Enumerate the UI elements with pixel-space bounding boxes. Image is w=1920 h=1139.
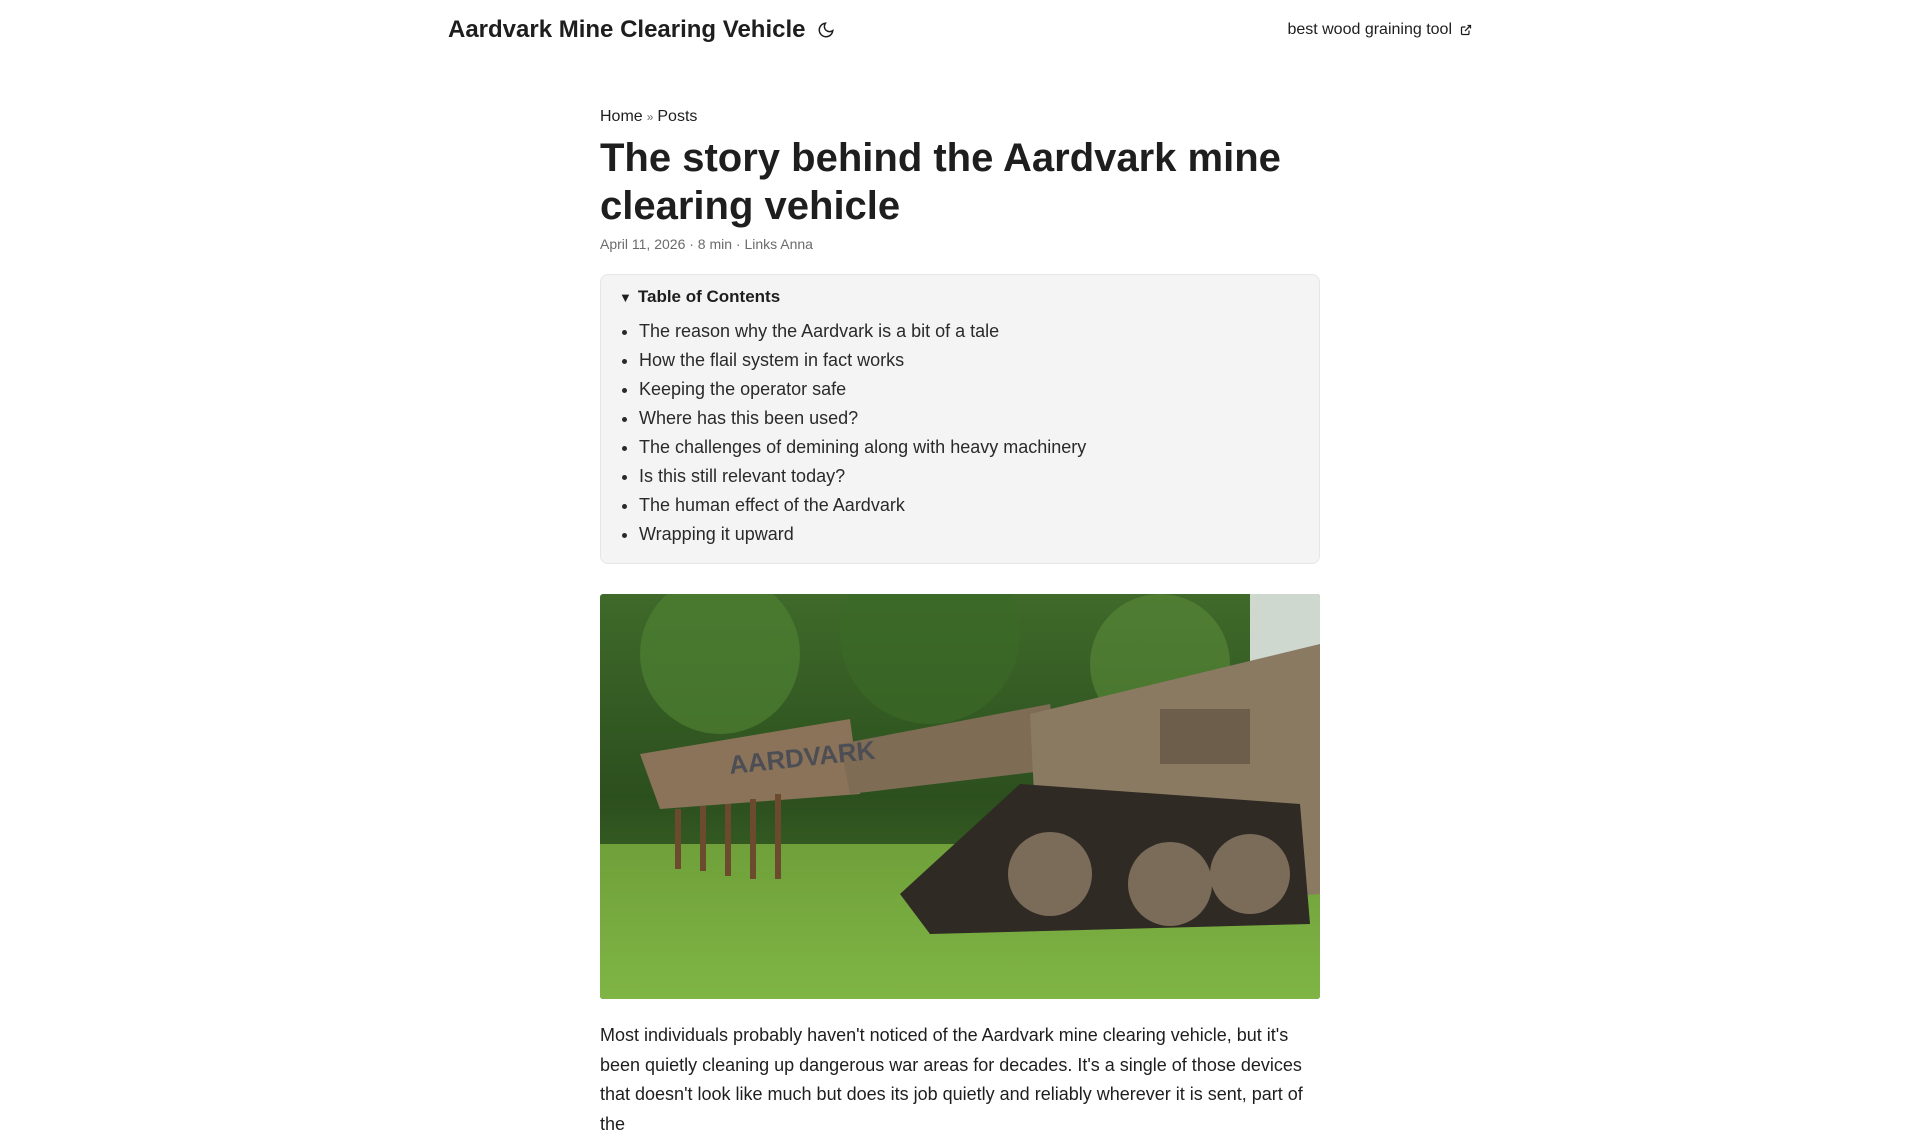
toc-list <box>619 317 1301 549</box>
toc-item[interactable] <box>639 462 1301 491</box>
toc-title: Table of Contents <box>637 287 781 306</box>
breadcrumb-separator: » <box>646 110 654 124</box>
toc-item[interactable] <box>639 491 1301 520</box>
toc-link[interactable]: The challenges of demining along with heavy machinery <box>639 437 1087 457</box>
site-logo <box>448 16 835 44</box>
intro-paragraph: Most individuals probably haven't noticed of the Aardvark mine clearing vehicle, but it's been quietly cleaning up dangerous war areas for decades. It's a single of those devices that doesn't look like much but does its job quietly and reliably wherever it is sent, part of the <box>600 1025 1303 1134</box>
toc-item[interactable] <box>639 520 1301 549</box>
hero-vehicle-label: AARDVARK <box>727 734 877 780</box>
external-link-icon <box>1460 24 1472 36</box>
post-content <box>600 108 1320 1139</box>
breadcrumb <box>600 108 1320 126</box>
moon-icon[interactable] <box>817 21 835 39</box>
toc-item[interactable] <box>639 317 1301 346</box>
toc-toggle[interactable] <box>619 287 1301 307</box>
toc-link[interactable]: How the flail system in fact works <box>639 350 905 370</box>
toc-link[interactable]: The reason why the Aardvark is a bit of a tale <box>639 321 1000 341</box>
toc-item[interactable] <box>639 433 1301 462</box>
toc-item[interactable] <box>639 346 1301 375</box>
site-title[interactable]: Aardvark Mine Clearing Vehicle <box>448 16 806 43</box>
hero-image <box>600 594 1320 999</box>
toc-item[interactable] <box>639 404 1301 433</box>
toc-link[interactable]: Where has this been used? <box>639 408 859 428</box>
triangle-down-icon: ▼ <box>619 289 632 305</box>
external-link-label: best wood graining tool <box>1287 21 1452 38</box>
toc-item[interactable] <box>639 375 1301 404</box>
post-title: The story behind the Aardvark mine clearing vehicle <box>600 136 1281 228</box>
breadcrumb-posts[interactable]: Posts <box>657 108 698 125</box>
external-menu-link[interactable] <box>1287 21 1472 39</box>
table-of-contents <box>600 274 1320 564</box>
toc-link[interactable]: The human effect of the Aardvark <box>639 495 905 515</box>
toc-link[interactable]: Keeping the operator safe <box>639 379 847 399</box>
post-meta: April 11, 2026 · 8 min · Links Anna <box>600 236 813 252</box>
breadcrumb-home[interactable]: Home <box>600 108 643 125</box>
site-header <box>448 0 1472 60</box>
toc-link[interactable]: Is this still relevant today? <box>639 466 846 486</box>
toc-link[interactable]: Wrapping it upward <box>639 524 794 544</box>
